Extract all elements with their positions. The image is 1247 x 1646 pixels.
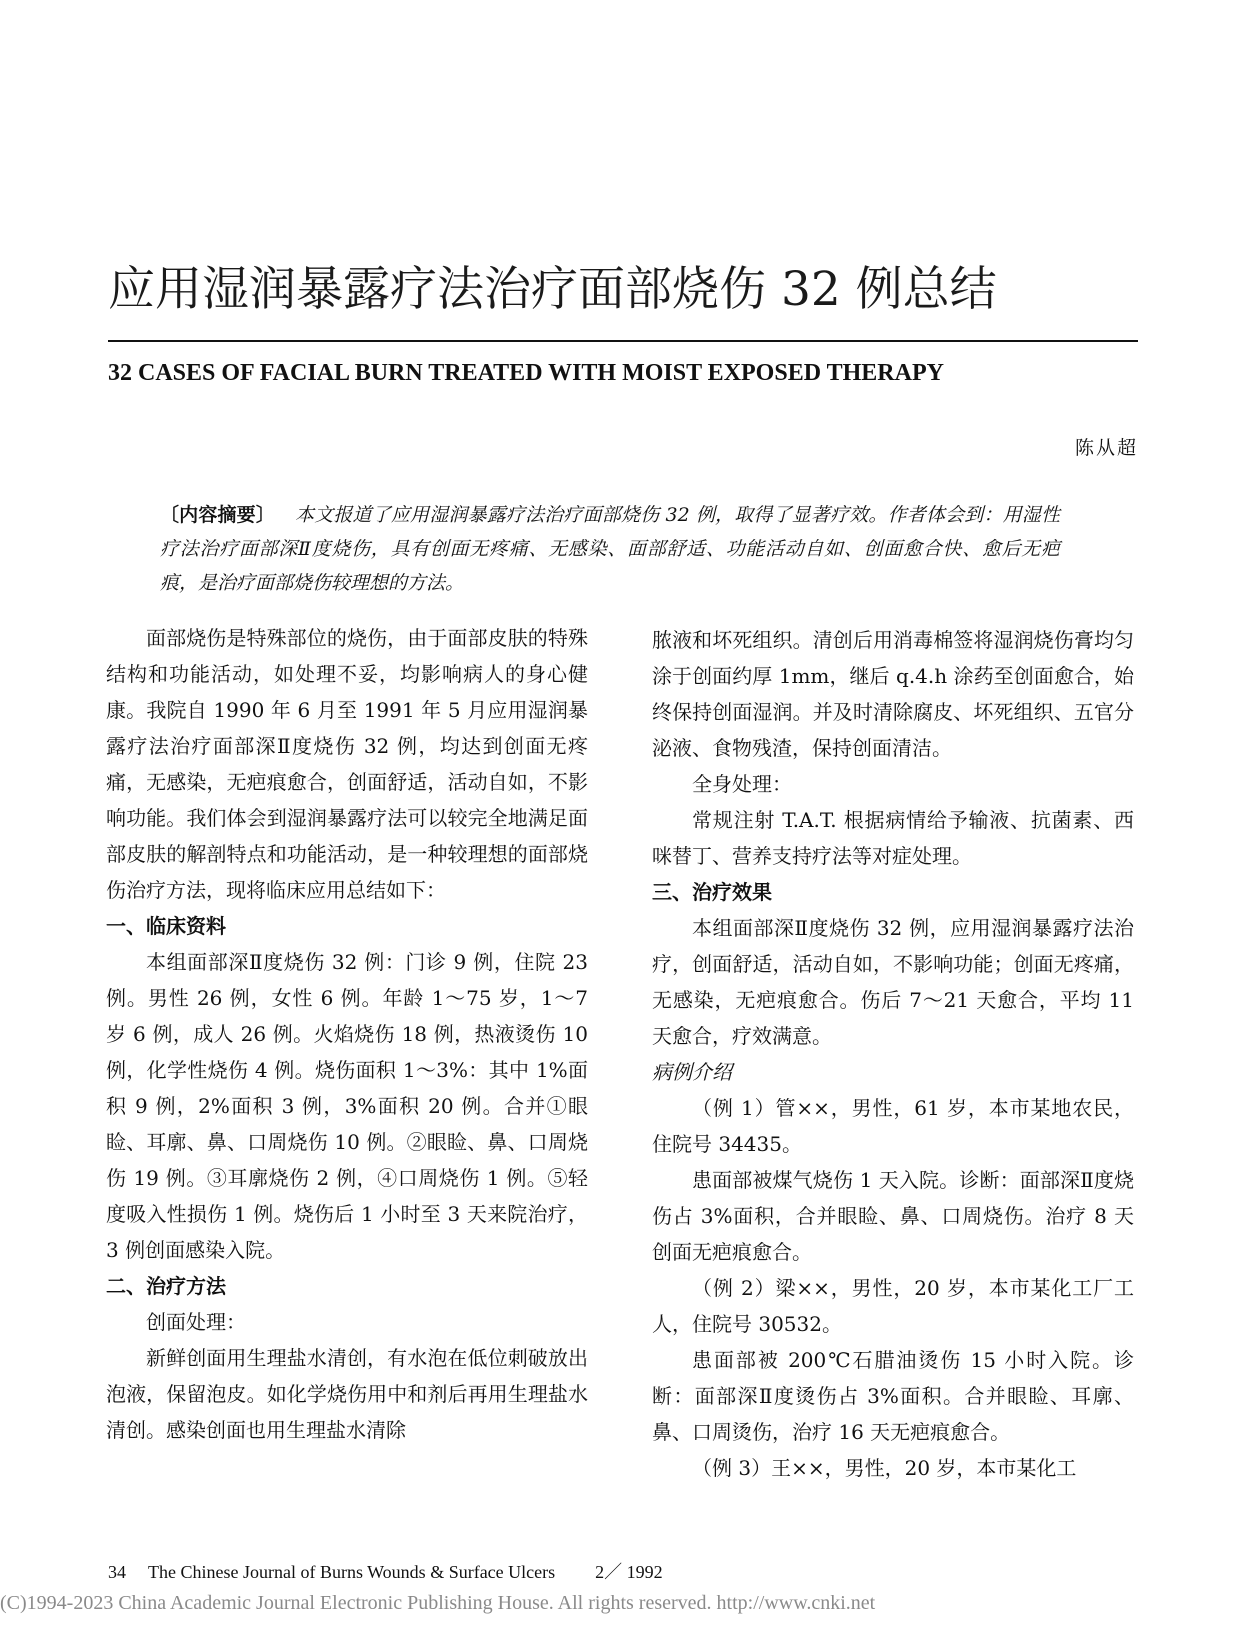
- systemic-treatment-subheading: 全身处理：: [692, 772, 792, 796]
- continued-paragraph: 脓液和坏死组织。清创后用消毒棉签将湿润烧伤膏均匀涂于创面约厚 1mm，继后 q.4.h 涂药至创面愈合，始终保持创面湿润。并及时清除腐皮、坏死组织、五官分泌液、食物残渣，保持创面清洁。: [652, 628, 1134, 760]
- wound-treatment-paragraph: 新鲜创面用生理盐水清创，有水泡在低位刺破放出泡液，保留泡皮。如化学烧伤用中和剂后再用生理盐水清创。感染创面也用生理盐水清除: [106, 1346, 588, 1442]
- issue-number: 2／ 1992: [595, 1562, 663, 1582]
- abstract-text: 本文报道了应用湿润暴露疗法治疗面部烧伤 32 例，取得了显著疗效。作者体会到：用湿性疗法治疗面部深Ⅱ度烧伤，具有创面无疼痛、无感染、面部舒适、功能活动自如、创面愈合快、愈后无疤痕，是治疗面部烧伤较理想的方法。: [160, 504, 1060, 594]
- clinical-data-paragraph: 本组面部深Ⅱ度烧伤 32 例：门诊 9 例，住院 23 例。男性 26 例，女性 6 例。年龄 1～75 岁，1～7 岁 6 例，成人 26 例。火焰烧伤 18 例，热液烫伤 10 例，化学性烧伤 4 例。烧伤面积 1～3%：其中 1%面积 9 例，2%面积 3 例，3%面积 20 例。合并①眼睑、耳廓、鼻、口周烧伤 10 例。②眼睑、鼻、口周烧伤 19 例。③耳廓烧伤 2 例，④口周烧伤 1 例。⑤轻度吸入性损伤 1 例。烧伤后 1 小时至 3 天来院治疗，3 例创面感染入院。: [106, 950, 588, 1262]
- section-heading-clinical-data: 一、临床资料: [106, 914, 226, 938]
- case1-intro: （例 1）管××，男性，61 岁，本市某地农民，住院号 34435。: [652, 1096, 1134, 1156]
- section-heading-treatment-method: 二、治疗方法: [106, 1274, 226, 1298]
- page-footer: [108, 1560, 1008, 1584]
- english-title: 32 CASES OF FACIAL BURN TREATED WITH MOIST EXPOSED THERAPY: [108, 360, 944, 386]
- case2-intro: （例 2）梁××，男性，20 岁，本市某化工厂工人，住院号 30532。: [652, 1276, 1134, 1336]
- abstract: [160, 498, 1060, 600]
- right-column: [652, 622, 1134, 1486]
- case-heading: 病例介绍: [652, 1060, 732, 1084]
- case2-detail: 患面部被 200℃石腊油烫伤 15 小时入院。诊断：面部深Ⅱ度烫伤占 3%面积。合并眼睑、耳廓、鼻、口周烫伤，治疗 16 天无疤痕愈合。: [652, 1348, 1134, 1444]
- wound-treatment-subheading: 创面处理：: [146, 1310, 246, 1334]
- title-rule: [108, 340, 1138, 342]
- article-title: 应用湿润暴露疗法治疗面部烧伤 32 例总结: [108, 262, 997, 317]
- abstract-label: 〔内容摘要〕: [160, 504, 276, 526]
- intro-paragraph: 面部烧伤是特殊部位的烧伤，由于面部皮肤的特殊结构和功能活动，如处理不妥，均影响病人的身心健康。我院自 1990 年 6 月至 1991 年 5 月应用湿润暴露疗法治疗面部深Ⅱ度烧伤 32 例，均达到创面无疼痛，无感染，无疤痕愈合，创面舒适，活动自如，不影响功能。我们体会到湿润暴露疗法可以较完全地满足面部皮肤的解剖特点和功能活动，是一种较理想的面部烧伤治疗方法，现将临床应用总结如下：: [106, 626, 588, 902]
- section-heading-treatment-results: 三、治疗效果: [652, 880, 772, 904]
- author: 陈从超: [1074, 437, 1138, 459]
- journal-name: The Chinese Journal of Burns Wounds & Surface Ulcers: [148, 1562, 556, 1582]
- left-column: [106, 620, 588, 1448]
- page-number: 34: [108, 1562, 126, 1582]
- copyright-notice: (C)1994-2023 China Academic Journal Electronic Publishing House. All rights reserved. http://www.cnki.net: [0, 1592, 876, 1614]
- case1-detail: 患面部被煤气烧伤 1 天入院。诊断：面部深Ⅱ度烧伤占 3%面积，合并眼睑、鼻、口周烧伤。治疗 8 天创面无疤痕愈合。: [652, 1168, 1134, 1264]
- treatment-results-paragraph: 本组面部深Ⅱ度烧伤 32 例，应用湿润暴露疗法治疗，创面舒适，活动自如，不影响功能；创面无疼痛，无感染，无疤痕愈合。伤后 7～21 天愈合，平均 11 天愈合，疗效满意。: [652, 916, 1134, 1048]
- systemic-treatment-paragraph: 常规注射 T.A.T. 根据病情给予输液、抗菌素、西咪替丁、营养支持疗法等对症处理。: [652, 808, 1134, 868]
- case3-intro: （例 3）王××，男性，20 岁，本市某化工: [692, 1456, 1077, 1480]
